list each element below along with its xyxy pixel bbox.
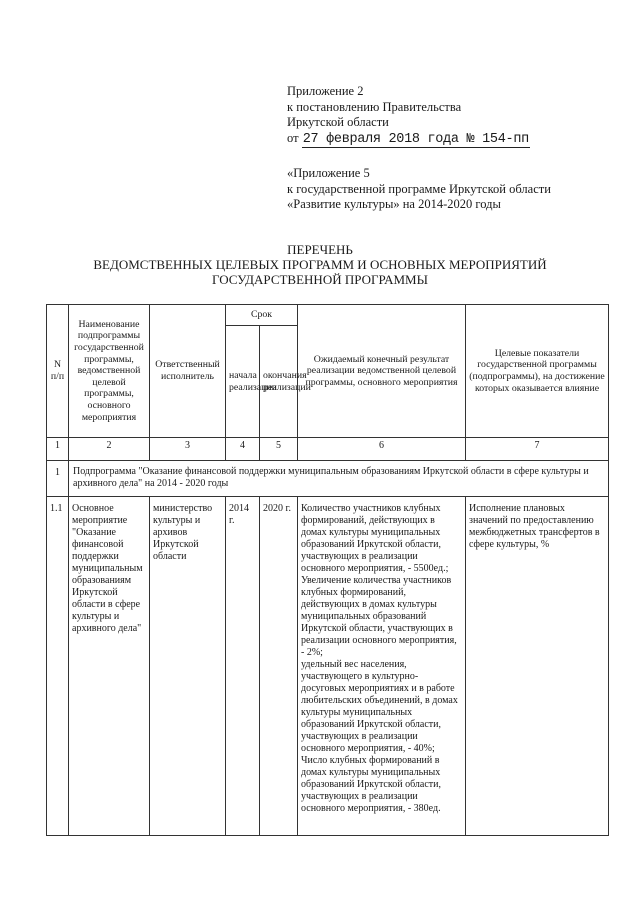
row-start: 2014 г. [226, 497, 260, 836]
table-row [47, 497, 609, 836]
result-item: Увеличение количества участников клубных формирований, действующих в домах культуры муниципальных образований Иркутской области, участвующих в реализации основного мероприятия, - 2%; [301, 575, 457, 658]
appendix-number: Приложение 2 [287, 84, 364, 98]
col-number-2: 2 [69, 438, 150, 461]
col-number-4: 4 [226, 438, 260, 461]
header-row-top [47, 305, 609, 326]
appendix-header [287, 84, 530, 147]
programs-table [46, 304, 609, 836]
header-responsible: Ответственный исполнитель [150, 305, 226, 438]
col-number-5: 5 [260, 438, 298, 461]
subprogram-text: Подпрограмма "Оказание финансовой поддержки муниципальным образованиям Иркутской области в сфере культуры и архивного дела" на 2014 - 2020 годы [69, 461, 609, 497]
appendix5-name: «Развитие культуры» на 2014-2020 годы [287, 197, 501, 211]
subprogram-row [47, 461, 609, 497]
column-numbers-row [47, 438, 609, 461]
appendix5-block [287, 166, 551, 213]
title-line-1: ПЕРЕЧЕНЬ [287, 242, 353, 257]
header-result: Ожидаемый конечный результат реализации ведомственной целевой программы, основного мероприятия [298, 305, 466, 438]
page-title [0, 242, 640, 287]
appendix5-title: «Приложение 5 [287, 166, 370, 180]
header-num: N п/п [47, 305, 69, 438]
header-term: Срок [226, 305, 298, 326]
date-line [287, 131, 530, 148]
result-item: Число клубных формирований в домах культуры муниципальных образований Иркутской области, участвующих в реализации основного мероприятия, - 380ед. [301, 755, 441, 814]
result-item: Количество участников клубных формирований, действующих в домах культуры муниципальных образований Иркутской области, участвующих в реализации основного мероприятия, - 5500ед.; [301, 503, 449, 574]
date-number: 27 февраля 2018 года № 154-пп [302, 131, 529, 147]
region-line: Иркутской области [287, 115, 389, 129]
col-number-6: 6 [298, 438, 466, 461]
result-item: удельный вес населения, участвующего в культурно-досуговых мероприятиях и в работе любительских объединений, в домах культуры муниципальных образований Иркутской области, участвующих в реализации основного мероприятия, - 40%; [301, 659, 458, 754]
col-number-3: 3 [150, 438, 226, 461]
row-result [298, 497, 466, 836]
resolution-line: к постановлению Правительства [287, 99, 462, 114]
header-name: Наименование подпрограммы государственной программы, ведомственной целевой программы, основного мероприятия [69, 305, 150, 438]
row-indicators: Исполнение плановых значений по предоставлению межбюджетных трансфертов в сфере культуры, % [466, 497, 609, 836]
title-line-2: ВЕДОМСТВЕННЫХ ЦЕЛЕВЫХ ПРОГРАММ И ОСНОВНЫХ МЕРОПРИЯТИЙ [93, 257, 547, 272]
subprogram-num: 1 [47, 461, 69, 497]
col-number-1: 1 [47, 438, 69, 461]
col-number-7: 7 [466, 438, 609, 461]
row-num: 1.1 [47, 497, 69, 836]
row-responsible: министерство культуры и архивов Иркутской области [150, 497, 226, 836]
appendix5-program: к государственной программе Иркутской области [287, 181, 551, 196]
header-indicators: Целевые показатели государственной программы (подпрограммы), на достижение которых оказывается влияние [466, 305, 609, 438]
title-line-3: ГОСУДАРСТВЕННОЙ ПРОГРАММЫ [212, 272, 428, 287]
header-start: начала реализации [226, 326, 260, 438]
date-prefix: от [287, 130, 299, 145]
row-end: 2020 г. [260, 497, 298, 836]
header-end: окончания реализации [260, 326, 298, 438]
row-name: Основное мероприятие "Оказание финансовой поддержки муниципальным образованиям Иркутской области в сфере культуры и архивного дела" [69, 497, 150, 836]
